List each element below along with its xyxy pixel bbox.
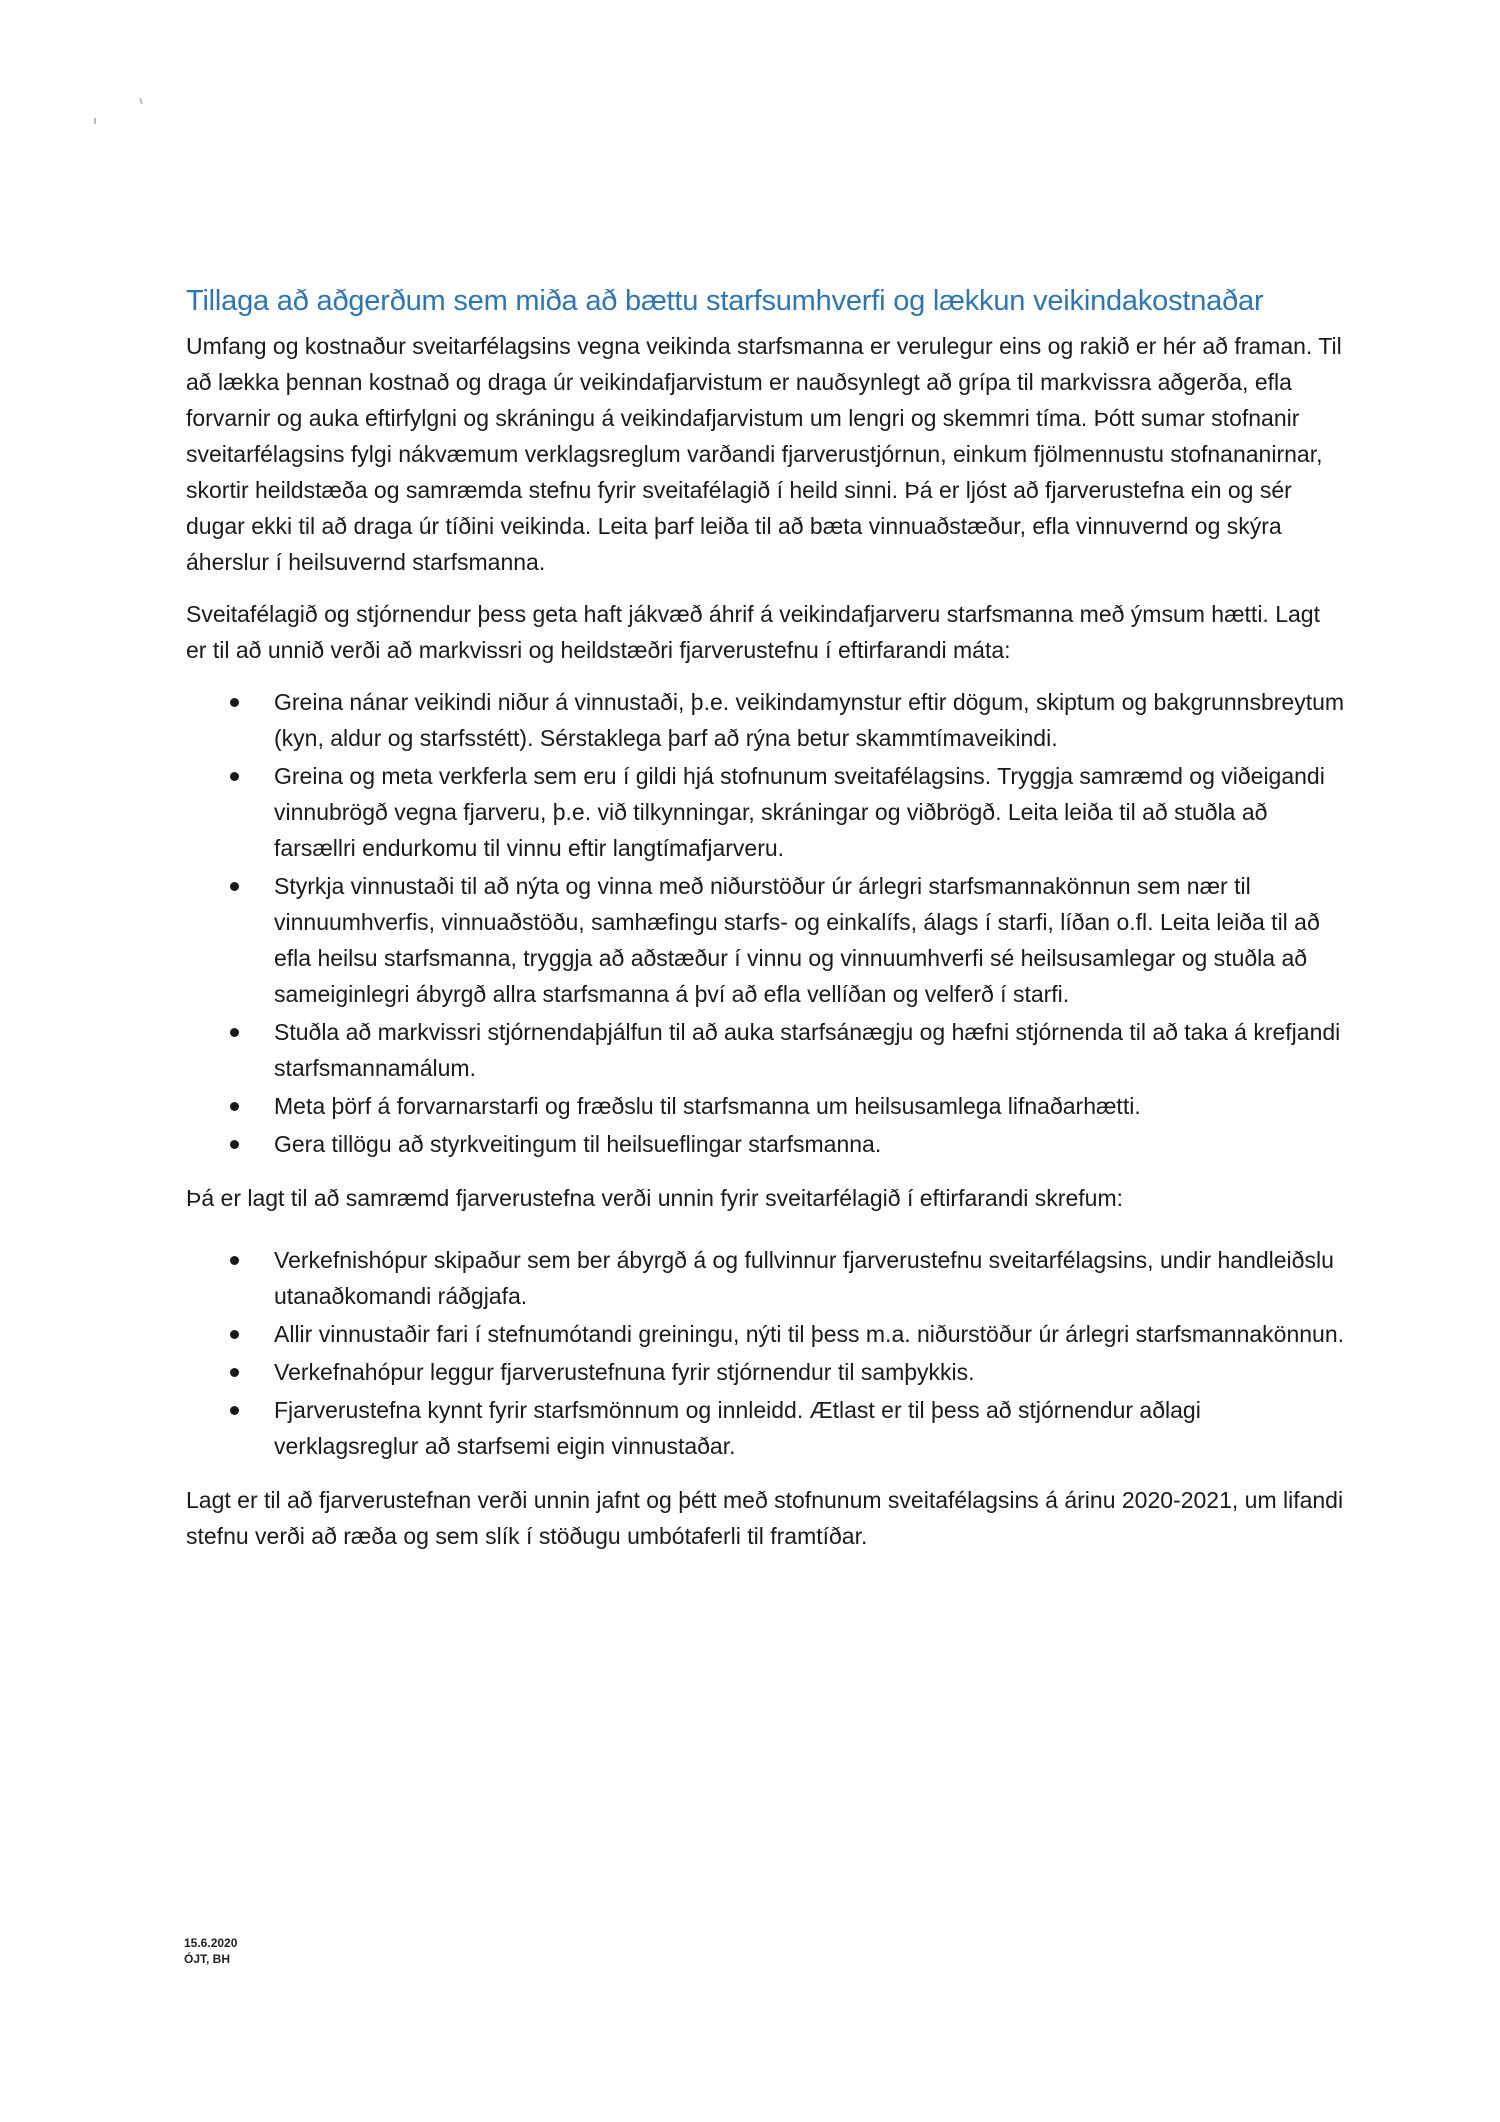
list-item-text: Gera tillögu að styrkveitingum til heilsueflingar starfsmanna. <box>274 1131 882 1157</box>
bullet-icon <box>230 1028 239 1037</box>
measures-list <box>186 684 1346 1162</box>
document-title: Tillaga að aðgerðum sem miða að bættu starfsumhverfi og lækkun veikindakostnaðar <box>186 285 1264 317</box>
steps-list <box>186 1242 1346 1464</box>
list-item <box>186 1088 1346 1124</box>
list-item-text: Verkefnahópur leggur fjarverustefnuna fyrir stjórnendur til samþykkis. <box>274 1359 975 1385</box>
list-item-text: Allir vinnustaðir fari í stefnumótandi greiningu, nýti til þess m.a. niðurstöður úr árlegri starfsmannakönnun. <box>274 1321 1345 1347</box>
list-item-text: Meta þörf á forvarnarstarfi og fræðslu til starfsmanna um heilsusamlega lifnaðarhætti. <box>274 1093 1141 1119</box>
list-item-text: Greina nánar veikindi niður á vinnustaði, þ.e. veikindamynstur eftir dögum, skiptum og bakgrunnsbreytum (kyn, aldur og starfsstétt). Sérstaklega þarf að rýna betur skammtímaveikindi. <box>274 689 1345 751</box>
bullet-icon <box>230 1140 239 1149</box>
list-item-text: Stuðla að markvissri stjórnendaþjálfun til að auka starfsánægju og hæfni stjórnenda til að taka á krefjandi starfsmannamálum. <box>274 1019 1341 1081</box>
document-body <box>186 282 1346 1570</box>
scan-artifact <box>94 118 96 124</box>
list-item-text: Greina og meta verkferla sem eru í gildi hjá stofnunum sveitafélagsins. Tryggja samræmd og viðeigandi vinnubrögð vegna fjarveru, þ.e. við tilkynningar, skráningar og viðbrögð. Leita leiða til að stuðla að farsællri endurkomu til vinnu eftir langtímafjarveru. <box>274 763 1325 861</box>
paragraph-conclusion: Lagt er til að fjarverustefnan verði unnin jafnt og þétt með stofnunum sveitafélagsins á árinu 2020-2021, um lifandi stefnu verði að ræða og sem slík í stöðugu umbótaferli til framtíðar. <box>186 1487 1344 1549</box>
list-item <box>186 868 1346 1012</box>
list-item <box>186 1242 1346 1314</box>
bullet-icon <box>230 1368 239 1377</box>
paragraph-steps-intro: Þá er lagt til að samræmd fjarverustefna verði unnin fyrir sveitarfélagið í eftirfarandi skrefum: <box>186 1185 1123 1211</box>
list-item <box>186 1354 1346 1390</box>
paragraph-intro: Umfang og kostnaður sveitarfélagsins vegna veikinda starfsmanna er verulegur eins og rakið er hér að framan. Til að lækka þennan kostnað og draga úr veikindafjarvistum er nauðsynlegt að grípa til markvissra aðgerða, efla forvarnir og auka eftirfylgni og skráningu á veikindafjarvistum um lengri og skemmri tíma. Þótt sumar stofnanir sveitarfélagsins fylgi nákvæmum verklagsreglum varðandi fjarverustjórnun, einkum fjölmennustu stofnananirnar, skortir heildstæða og samræmda stefnu fyrir sveitafélagið í heild sinni. Þá er ljóst að fjarverustefna ein og sér dugar ekki til að draga úr tíðini veikinda. Leita þarf leiða til að bæta vinnuaðstæður, efla vinnuvernd og skýra áherslur í heilsuvernd starfsmanna. <box>186 333 1342 575</box>
bullet-icon <box>230 882 239 891</box>
list-item <box>186 1014 1346 1086</box>
list-item-text: Styrkja vinnustaði til að nýta og vinna með niðurstöður úr árlegri starfsmannakönnun sem nær til vinnuumhverfis, vinnuaðstöðu, samhæfingu starfs- og einkalífs, álags í starfi, líðan o.fl. Leita leiða til að efla heilsu starfsmanna, tryggja að aðstæður í vinnu og vinnuumhverfi sé heilsusamlegar og stuðla að sameiginlegri ábyrgð allra starfsmanna á því að efla vellíðan og velferð í starfi. <box>274 873 1320 1007</box>
list-item <box>186 758 1346 866</box>
bullet-icon <box>230 1406 239 1415</box>
bullet-icon <box>230 698 239 707</box>
list-item <box>186 1392 1346 1464</box>
bullet-icon <box>230 772 239 781</box>
list-item <box>186 684 1346 756</box>
bullet-icon <box>230 1256 239 1265</box>
page-footer <box>184 1935 237 1967</box>
list-item-text: Fjarverustefna kynnt fyrir starfsmönnum og innleidd. Ætlast er til þess að stjórnendur aðlagi verklagsreglur að starfsemi eigin vinnustaðar. <box>274 1397 1201 1459</box>
bullet-icon <box>230 1330 239 1339</box>
bullet-icon <box>230 1102 239 1111</box>
footer-initials: ÓJT, BH <box>184 1952 231 1966</box>
list-item <box>186 1126 1346 1162</box>
list-item <box>186 1316 1346 1352</box>
paragraph-measures-intro: Sveitafélagið og stjórnendur þess geta haft jákvæð áhrif á veikindafjarveru starfsmanna með ýmsum hætti. Lagt er til að unnið verði að markvissri og heildstæðri fjarverustefnu í eftirfarandi máta: <box>186 601 1320 663</box>
footer-date: 15.6.2020 <box>184 1936 238 1950</box>
list-item-text: Verkefnishópur skipaður sem ber ábyrgð á og fullvinnur fjarverustefnu sveitarfélagsins, undir handleiðslu utanaðkomandi ráðgjafa. <box>274 1247 1334 1309</box>
scan-artifact <box>139 98 143 104</box>
